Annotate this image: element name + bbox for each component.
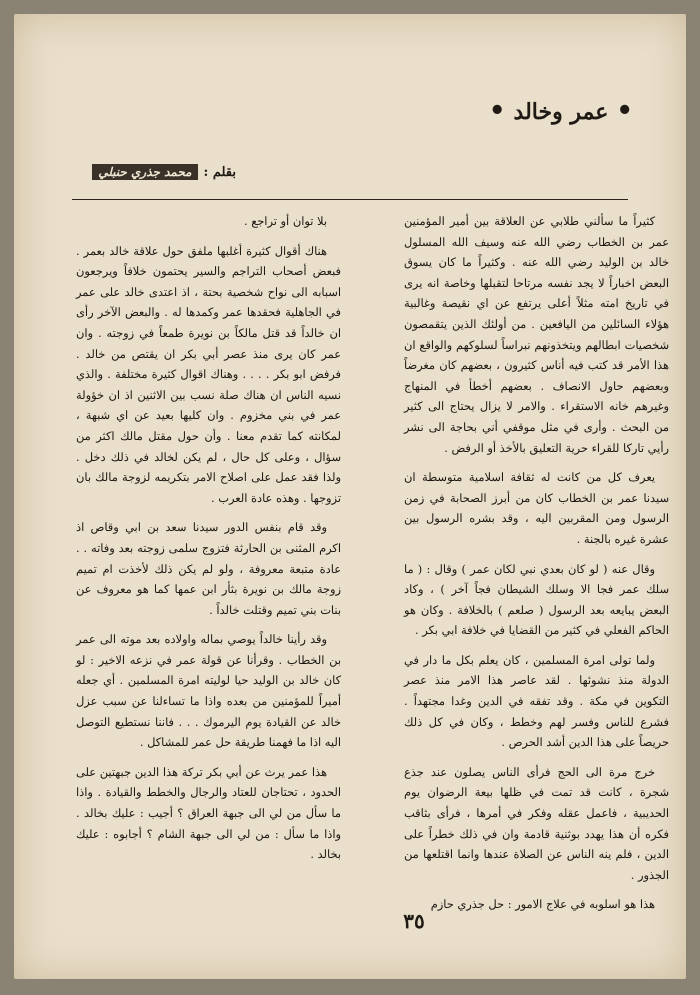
article-title-text: عمر وخالد (513, 99, 609, 125)
paragraph: هناك أقوال كثيرة أغلبها ملفق حول علاقة خالد بعمر . فبعض أصحاب التراجم والسير يحتمون خلافاً ويرجعون اسبابه الى نواح شخصية بحتة ، اذ اعتدى خالد على عمر في الجاهلية فحقدها عمر وكمدها له . والبعض الآخر رأى ان خالداً قد قتل مالكاً بن نويرة طمعاً في زوجته . وان عمر كان يرى منذ عصر أبي بكر ان يقتص من خالد . فرفض ابو بكر . . . . وهناك اقوال كثيرة مختلفة . والذي نسيه الناس ان هناك صلة نسب بين الاثنين اذ ان خؤولة عمر في بني مخزوم . وان كليها بعيد عن اي شبهة ، لمكانته كما تقدم معنا . وأن حول مقتل مالك اكثر من سؤال ، وعلى كل حال ، لم يكن لخالد في ذلك دخل . ولذا فقد عمل على اصلاح الامر بتكريمه لزوجة مالك بان تزوجها . وهذه عادة العرب . (76, 243, 341, 505)
article-title (481, 96, 641, 126)
paragraph: وقد قام بنفس الدور سيدنا سعد بن ابي وقاص اذ اكرم المثنى بن الحارثة فتزوج سلمى زوجته بعد وفاته . . عادة متبعة معروفة ، ولو لم يكن ذلك لأخذت ام تميم زوجة مالك بن نويرة بثأر ابن عمها كما هو معروف عن بنات بني تميم وقتلت خالداً . (76, 520, 341, 617)
title-bullet-left: • (488, 96, 506, 126)
paragraph: كثيراً ما سألني طلابي عن العلاقة بين أمير المؤمنين عمر بن الخطاب رضي الله عنه وسيف الله المسلول خالد بن الوليد رضي الله عنه . وكثيراً ما كان يسوق البعض اخباراً لا يجد نفسه مرتاحا لتقبلها وخاصة انه يرى في تاريخ امته مثلاً أعلى يرتفع عن اي نقيصة وغالبية هؤلاء السائلين من اليافعين . من أولئك الذين يتقمصون شخصيات ابطالهم ويتخذونهم نبراساً لسلوكهم والواقع ان هذا الأمر قد كتب فيه أناس كثيرون ، بعضهم كان مغرضاً وبعضهم حاول الانصاف . بعضهم أخطأ في المنهاج وغيرهم خانه الاستقراء . والامر لا يزال يحتاج الى كثير من البحث . وأرى في مثل موقفي أني بحاجة الى نشر رأيي تاركا للقراء حرية التعليق بالأخذ أو الرفض . (404, 214, 669, 455)
page-number: ٣٥ (403, 909, 425, 933)
paragraph: يعرف كل من كانت له ثقافة اسلامية متوسطة ان سيدنا عمر بن الخطاب كان من أبرز الصحابة في زمن الرسول ومن المقربين اليه ، وقد بشره الرسول بين عشرة غيره بالجنة . (404, 470, 669, 546)
paragraph: خرج مرة الى الحج فرأى الناس يصلون عند جذع شجرة ، كانت قد تمت في ظلها بيعة الرضوان يوم الحديبية ، فاعمل عقله وفكر في أمرها ، فرأى بثاقب فكره أن هذا يهدد بوثنية قادمة وان في ذلك خطراً على الدين ، فلم ينه الناس عن الصلاة عندها وانما اقتلعها من الجذور . (404, 764, 669, 882)
title-bullet-right: • (616, 96, 633, 126)
paragraph: هذا عمر يرث عن أبي بكر تركة هذا الدين جبهتين على الحدود ، تحتاجان للعتاد والرجال والخطط والقيادة . واذا ما سأل من لي الى جبهة العراق ؟ أجيب : عليك بخالد . واذا ما سأل : من لي الى جبهة الشام ؟ أجابوه : عليك بخالد . (76, 764, 341, 862)
right-column (404, 211, 669, 924)
paragraph: وقال عنه ( لو كان بعدي نبي لكان عمر ) وقال : ( ما سلك عمر فجا الا وسلك الشيطان فجاً آخر ) ، وكاد البعض يبايعه بعد الرسول ( صلعم ) بالخلافة . وكان هو الحاكم الفعلي في كثير من القضايا في خلافة ابي بكر . (404, 561, 669, 638)
paragraph: وقد رأينا خالداً يوصي بماله واولاده بعد موته الى عمر بن الخطاب . وقرأنا عن قولة عمر في نزعه الاخير : لو كان خالد بن الوليد حيا لوليته امرة المسلمين . أي جعله أميراً للمؤمنين من بعده واذا ما تساءلنا عن سبب عزل خالد عن القيادة يوم اليرموك . . . فاننا نستطيع التوصل اليه اذا ما فهمنا طريقة حل عمر للمشاكل . (76, 632, 341, 750)
left-column (76, 211, 341, 874)
paragraph: ولما تولى امرة المسلمين ، كان يعلم بكل ما دار في الدولة منذ نشوئها . لقد عاصر هذا الامر منذ عصر التكوين في مكة . وقد تفقه في الدين وغدا مجتهداً . فشرع للناس وفسر لهم وخطط ، وكان في كل ذلك حريصاً على هذا الدين أشد الحرص . (404, 652, 669, 750)
paragraph: هذا هو اسلوبه في علاج الامور : حل جذري حازم (430, 897, 655, 912)
author-signature: محمد جذري حنبلي (92, 164, 197, 180)
byline-label: بقلم : (203, 164, 236, 180)
header-divider (72, 199, 628, 200)
byline (92, 164, 236, 180)
magazine-page (14, 14, 686, 979)
paragraph: بلا توان أو تراجع . (243, 214, 327, 228)
